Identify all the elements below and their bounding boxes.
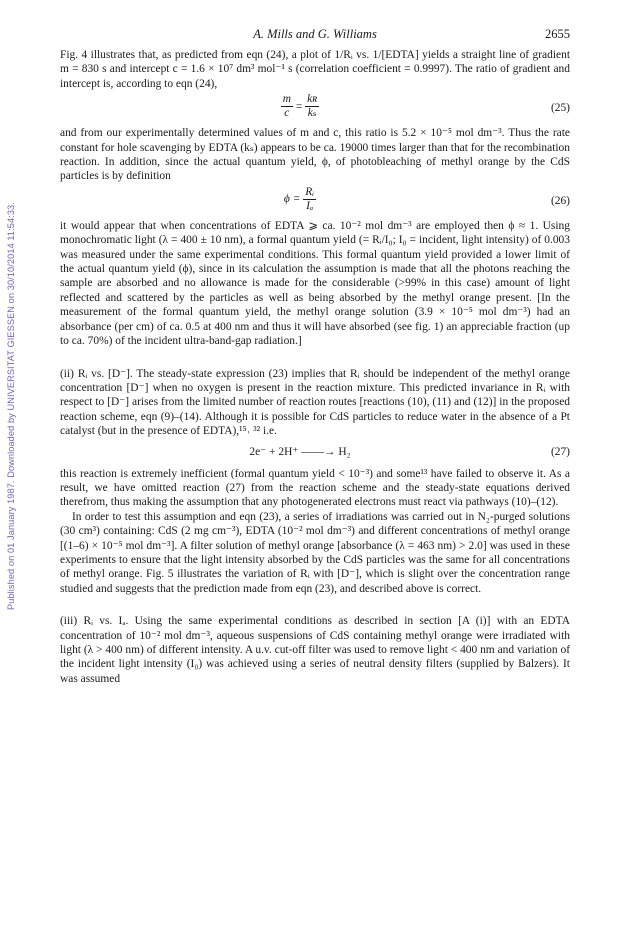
paragraph-inefficient: this reaction is extremely inefficient (formal quantum yield < 10⁻³) and some¹³ have failed to observe it. As a result, we have omitted reaction (27) from the reaction scheme and the steady-state equations derived therefrom, thus making the assumption that any photogenerated electrons must react via pathways (10)–(12). bbox=[60, 467, 570, 509]
paragraph-quantum-yield: it would appear that when concentrations of EDTA ⩾ ca. 10⁻² mol dm⁻³ are employed then ϕ ≈ 1. Using monochromatic light (λ = 400 ± 10 nm), a formal quantum yield (= Rᵢ/I₀; I₀ = incident, light intensity) of 0.003 was measured under the same experimental conditions. This formal quantum yield provided a lower limit of the actual quantum yield (ϕ), since in its calculation the assumption is made that all the photons reaching the sample are absorbed and no allowance is made for the considerable (>99% in this case) amount of light reflected and scattered by the particles as well as being absorbed by the methyl orange present. [In the measurement of the formal quantum yield, the methyl orange solution (3.9 × 10⁻⁵ mol dm⁻³) had an absorbance (per cm) of ca. 0.5 at 400 nm and thus it will have absorbed (see fig. 1) an appreciable fraction (up to ca. 70%) of the incident ultra-band-gap radiation.] bbox=[60, 219, 570, 348]
download-notice bbox=[6, 140, 20, 610]
paragraph-ri-vs-d: (ii) Rᵢ vs. [D⁻]. The steady-state expression (23) implies that Rᵢ should be independent of the methyl orange concentration [D⁻] when no oxygen is present in the reaction mixture. This predicted invariance in Rᵢ with respect to [D⁻] arises from the limited number of reaction routes [reactions (10), (11) and (12)] in the proposed reaction scheme, eqn (9)–(14). Although it is possible for CdS particles to reduce water in the absence of a Pt catalyst (but in the presence of EDTA),¹⁵˒ ³² i.e. bbox=[60, 367, 570, 438]
equation-27: 2e⁻ + 2H⁺ ——→ H₂ (27) bbox=[249, 445, 570, 458]
paragraph-test-assumption: In order to test this assumption and eqn (23), a series of irradiations was carried out in N₂-purged solutions (30 cm³) containing: CdS (2 mg cm⁻³), EDTA (10⁻² mol dm⁻³) and different concentrations of methyl orange [(1–6) × 10⁻⁵ mol dm⁻³]. A filter solution of methyl orange [absorbance (λ = 463 nm) > 2.0] was used in these experiments to ensure that the light intensity absorbed by the CdS particles was the same for all concentrations of methyl orange. Fig. 5 illustrates the variation of Rᵢ with [D⁻], which is slight over the concentration range studied and suggests that the prediction made from eqn (23), and described above is correct. bbox=[60, 510, 570, 595]
eq25-lhs: $\frac{m}{c}$ bbox=[282, 93, 291, 120]
equation-26: ϕ = $\frac{\text{Rᵢ}}{\text{Iₐ}}$ (26) bbox=[283, 185, 570, 212]
paragraph-fig4: Fig. 4 illustrates that, as predicted from eqn (24), a plot of 1/Rᵢ vs. 1/[EDTA] yields a straight line of gradient m = 830 s and intercept c = 1.6 × 10⁷ dm³ mol⁻¹ s (correlation coefficient = 0.9997). The ratio of gradient and intercept is, according to eqn (24), bbox=[60, 49, 570, 90]
equation-25: $\frac{m}{c}$ = $\frac{\text{kʀ}}{\text{kₛ}}$ (25) bbox=[282, 93, 570, 120]
running-title: A. Mills and G. Williams bbox=[253, 27, 377, 41]
page-number: 2655 bbox=[545, 27, 570, 41]
equation-26-number: (26) bbox=[550, 194, 570, 207]
eq25-rhs: $\frac{\text{kʀ}}{\text{kₛ}}$ bbox=[307, 93, 318, 120]
download-notice-text: Published on 01 January 1987. Downloaded by UNIVERSITAT GIESSEN on 30/10/2014 11:54:33. bbox=[6, 202, 16, 610]
running-header bbox=[60, 27, 570, 43]
eq26-fraction: $\frac{\text{Rᵢ}}{\text{Iₐ}}$ bbox=[305, 185, 315, 212]
paragraph-ratio: and from our experimentally determined values of m and c, this ratio is 5.2 × 10⁻⁵ mol dm⁻³. Thus the rate constant for hole scavenging by EDTA (kₛ) appears to be ca. 19000 times larger than that for the recombination reaction. In addition, since the actual quantum yield, ϕ, of photobleaching of methyl orange by the CdS particles is by definition bbox=[60, 127, 570, 183]
equation-27-number: (27) bbox=[550, 445, 570, 458]
paragraph-ri-vs-ia: (iii) Rᵢ vs. Iₐ. Using the same experimental conditions as described in section [A (i)] with an EDTA concentration of 10⁻² mol dm⁻³, aqueous suspensions of CdS containing methyl orange were irradiated with light (λ > 400 nm) of different intensity. A u.v. cut-off filter was used to remove light < 400 nm and variation of the incident light intensity (I₀) was achieved using a series of neutral density filters (supplied by Balzers). It was assumed bbox=[60, 615, 570, 685]
equation-25-number: (25) bbox=[550, 102, 570, 115]
article-body bbox=[60, 48, 570, 686]
